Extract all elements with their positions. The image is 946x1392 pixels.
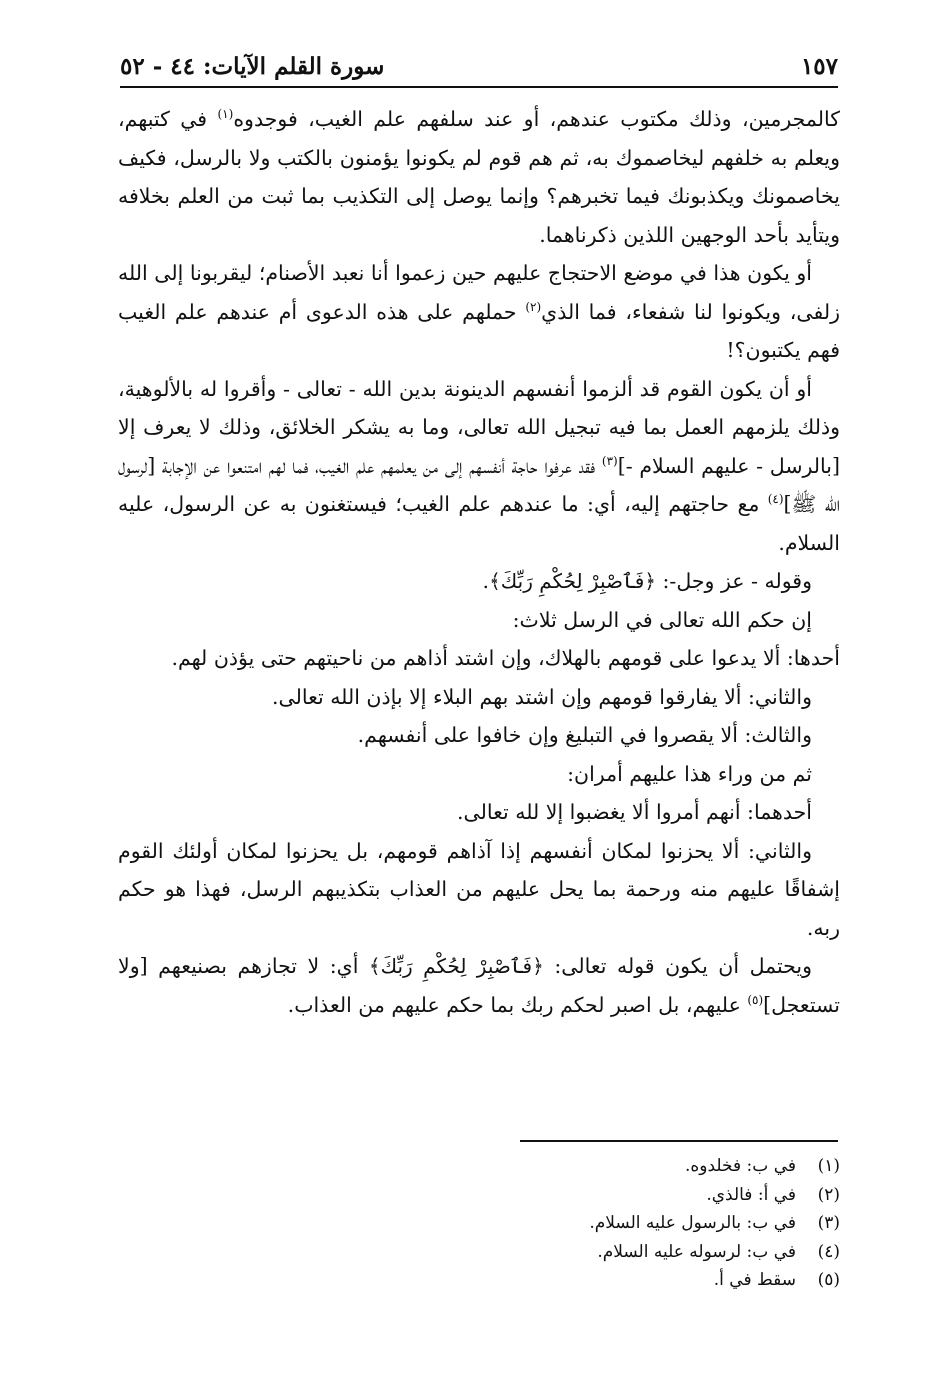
footnote-item	[118, 1209, 840, 1238]
text-run: في كتبهم، ويعلم به خلفهم ليخاصموك به، ثم هم قوم لم يكونوا يؤمنون بالكتب ولا بالرسل، فكيف يخاصمونك ويكذبونك فيما تخبرهم؟ وإنما يوصل إلى التكذيب بما ثبت من العلم بخلافه ويتأيد بأحد الوجهين اللذين ذكرناهما.	[118, 107, 840, 247]
footnote-text: في ب: فخلدوه.	[684, 1156, 796, 1176]
paragraph	[118, 601, 840, 640]
text-run: أحدها: ألا يدعوا على قومهم بالهلاك، وإن اشتد أذاهم من ناحيتهم حتى يؤذن لهم.	[171, 646, 840, 670]
paragraph	[118, 370, 840, 563]
paragraph	[118, 639, 840, 678]
text-run: عليهم، بل اصبر لحكم ربك بما حكم عليهم من العذاب.	[287, 992, 748, 1017]
footnote-text: في ب: بالرسول عليه السلام.	[589, 1213, 796, 1233]
text-run: والثالث: ألا يقصروا في التبليغ وإن خافوا على أنفسهم.	[357, 723, 812, 747]
text-run: مع حاجتهم إليه، أي: ما عندهم علم الغيب؛ فيستغنون به عن الرسول، عليه السلام.	[118, 492, 840, 555]
footnote-reference: (٣)	[601, 453, 618, 468]
paragraph	[118, 832, 840, 948]
text-run: أحدهما: أنهم أمروا ألا يغضبوا إلا لله تعالى.	[457, 800, 812, 824]
footnote-text: سقط في أ.	[713, 1270, 796, 1290]
footnote-number: (٢)	[817, 1184, 840, 1205]
paragraph	[118, 947, 840, 1024]
paragraph	[118, 562, 840, 601]
page-number: ١٥٧	[800, 53, 838, 80]
text-run: كالمجرمين، وذلك مكتوب عندهم، أو عند سلفهم علم الغيب، فوجدوه	[233, 107, 840, 131]
footnote-number: (١)	[817, 1156, 840, 1176]
text-run: والثاني: ألا يحزنوا لمكان أنفسهم إذا آذاهم قومهم، بل يحزنوا لمكان أولئك القوم إشفاقًا عليهم منه ورحمة بما يحل عليهم من العذاب بتكذيبهم الرسل، فهذا هو حكم ربه.	[118, 838, 840, 940]
footnote-reference: (٥)	[747, 992, 764, 1007]
text-run: ثم من وراء هذا عليهم أمران:	[567, 761, 812, 786]
footnote-divider	[520, 1140, 838, 1142]
paragraph	[118, 755, 840, 794]
footnote-item	[118, 1152, 840, 1181]
paragraph	[118, 100, 840, 254]
text-run: وقوله - عز وجل-:	[656, 569, 812, 593]
footnote-text: في أ: فالذي.	[706, 1184, 796, 1205]
footnote-reference: (١)	[217, 107, 234, 122]
paragraph	[118, 716, 840, 755]
footnote-item	[118, 1266, 840, 1295]
text-run: .	[482, 569, 490, 593]
text-run: فقد عرفوا حاجة أنفسهم إلى من يعلمهم علم الغيب، فما لهم امتنعوا عن الإجابة [لرسول الله ﷺ]	[118, 453, 841, 516]
footnote-item	[118, 1238, 840, 1267]
footnote-item	[118, 1181, 840, 1210]
footnote-reference: (٢)	[525, 299, 542, 314]
footnotes	[118, 1152, 840, 1295]
quran-verse: ﴿فَٱصْبِرْ لِحُكْمِ رَبِّكَ﴾	[489, 569, 656, 593]
footnote-reference: (٤)	[767, 492, 784, 507]
text-run: أي: لا تجازهم بصنيعهم [ولا تستعجل]	[118, 954, 840, 1017]
text-run: إن حكم الله تعالى في الرسل ثلاث:	[512, 607, 812, 632]
text-run: والثاني: ألا يفارقوا قومهم وإن اشتد بهم البلاء إلا بإذن الله تعالى.	[271, 684, 812, 709]
paragraph	[118, 254, 840, 370]
running-title: سورة القلم الآيات: ٤٤ - ٥٢	[120, 53, 385, 80]
main-text	[118, 100, 840, 1024]
text-run: حملهم على هذه الدعوى أم عندهم علم الغيب فهم يكتبون؟!	[118, 299, 840, 362]
text-run: ويحتمل أن يكون قوله تعالى:	[543, 954, 812, 978]
footnote-text: في ب: لرسوله عليه السلام.	[597, 1241, 796, 1262]
text-run: أو يكون هذا في موضع الاحتجاج عليهم حين زعموا أنا نعبد الأصنام؛ ليقربونا إلى الله زلفى، ويكونوا لنا شفعاء، فما الذي	[118, 261, 840, 324]
footnote-number: (٥)	[817, 1270, 840, 1290]
paragraph	[118, 678, 840, 717]
quran-verse: ﴿فَٱصْبِرْ لِحُكْمِ رَبِّكَ﴾	[368, 954, 544, 978]
footnote-number: (٣)	[817, 1213, 840, 1233]
text-run: أو أن يكون القوم قد ألزموا أنفسهم الدينونة بدين الله - تعالى - وأقروا له بالألوهية، وذلك يلزمهم العمل بما فيه تبجيل الله تعالى، وما به يشكر الخلائق، وذلك لا يعرف إلا [بالرسل - عليهم السلام -]	[118, 376, 840, 478]
paragraph	[118, 793, 840, 832]
footnote-number: (٤)	[817, 1241, 840, 1262]
page-header	[120, 42, 838, 88]
